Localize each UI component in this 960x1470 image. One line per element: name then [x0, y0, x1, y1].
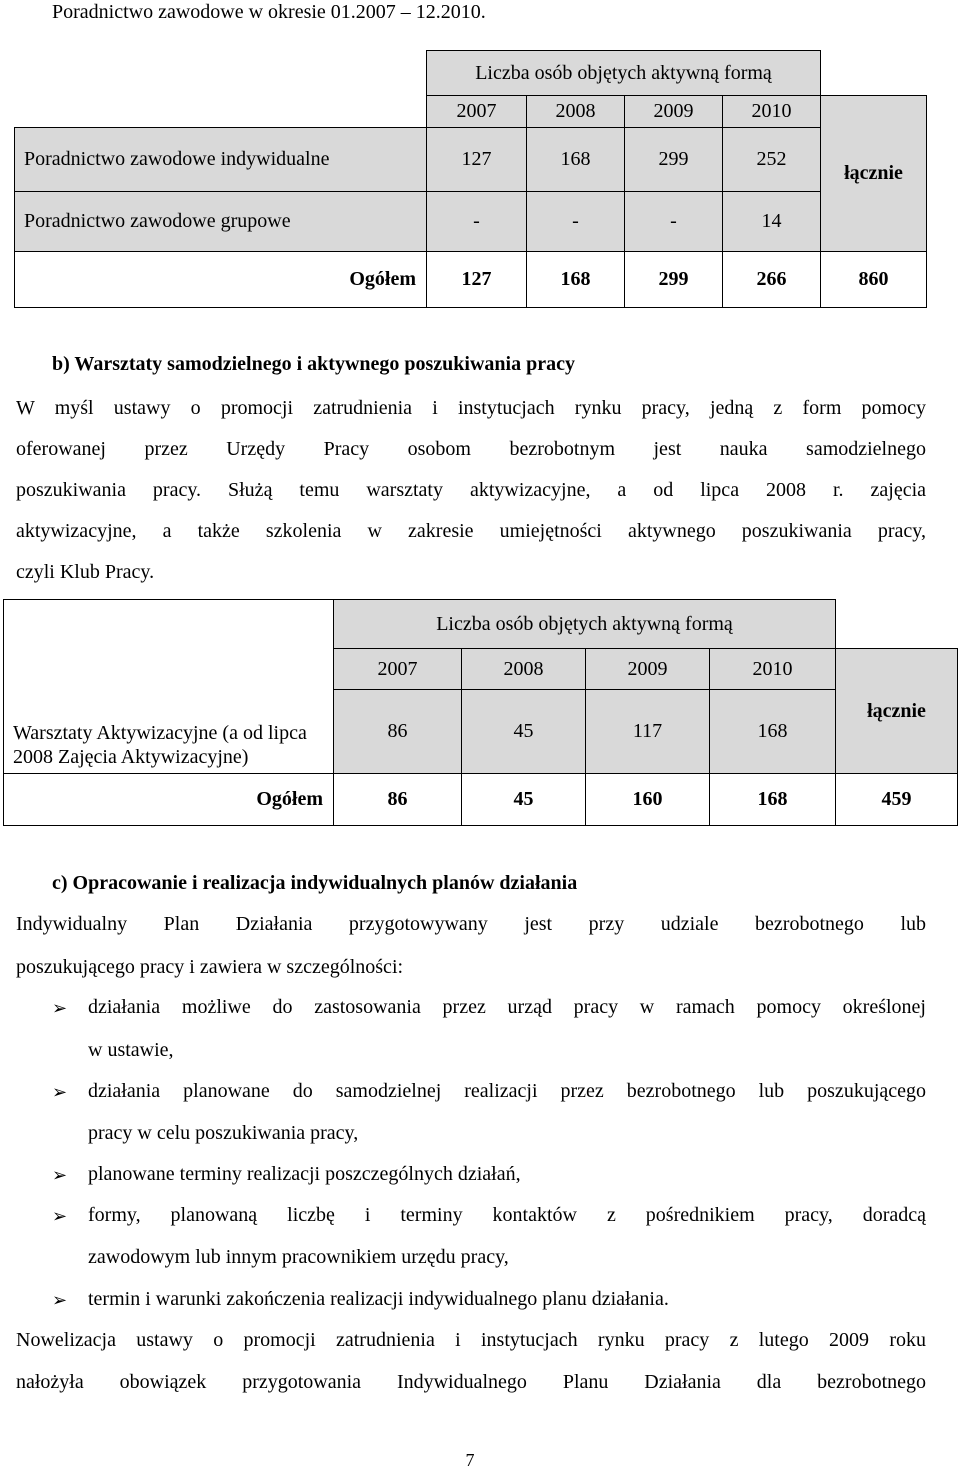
bullet-line: działania planowane do samodzielnej realizacji przez bezrobotnego lub poszukującego: [88, 1080, 926, 1102]
arrow-bullet-icon: ➢: [52, 1206, 68, 1227]
table1-year-header: 2010: [723, 96, 821, 128]
closing-line: Nowelizacja ustawy o promocji zatrudnienia i instytucjach rynku pracy z lutego 2009 roku: [16, 1329, 926, 1351]
top-line: Poradnictwo zawodowe w okresie 01.2007 – 12.2010.: [52, 1, 486, 23]
section-b-line: aktywizacyjne, a także szkolenia w zakresie umiejętności aktywnego poszukiwania pracy,: [16, 520, 926, 542]
bullet-item: [52, 1160, 521, 1188]
table2-group-header: Liczba osób objętych aktywną formą: [334, 600, 836, 649]
bullet-line: działania możliwe do zastosowania przez urząd pracy w ramach pomocy określonej: [88, 996, 926, 1018]
bullet-line: formy, planowaną liczbę i terminy kontaktów z pośrednikiem pracy, doradcą: [88, 1204, 926, 1226]
bullet-line: termin i warunki zakończenia realizacji indywidualnego planu działania.: [88, 1288, 669, 1310]
section-b-heading: b) Warsztaty samodzielnego i aktywnego poszukiwania pracy: [52, 353, 575, 375]
arrow-bullet-icon: ➢: [52, 1290, 68, 1311]
table1-cell: 168: [527, 128, 625, 192]
table2-year-header: 2010: [710, 649, 836, 690]
arrow-bullet-icon: ➢: [52, 1082, 68, 1103]
table2-grand-total: 459: [836, 774, 958, 826]
table1-total-cell: 168: [527, 252, 625, 308]
section-b-line: W myśl ustawy o promocji zatrudnienia i instytucjach rynku pracy, jedną z form pomocy: [16, 397, 926, 419]
table1-group-header: Liczba osób objętych aktywną formą: [427, 51, 821, 96]
bullet-continuation: pracy w celu poszukiwania pracy,: [88, 1122, 359, 1144]
table2-total-header: łącznie: [836, 649, 958, 774]
arrow-bullet-icon: ➢: [52, 998, 68, 1019]
table1-total-cell: 266: [723, 252, 821, 308]
bullet-item: [52, 1201, 926, 1229]
section-c-intro-line: poszukującego pracy i zawiera w szczególności:: [16, 956, 404, 978]
table1-cell: 252: [723, 128, 821, 192]
table1-cell: -: [527, 192, 625, 252]
table1-total-header: łącznie: [821, 96, 927, 252]
bullet-item: [52, 1077, 926, 1105]
counseling-table: [14, 50, 927, 308]
bullet-continuation: zawodowym lub innym pracownikiem urzędu pracy,: [88, 1246, 509, 1268]
table2-total-cell: 45: [462, 774, 586, 826]
table1-total-label: Ogółem: [15, 252, 427, 308]
bullet-continuation: w ustawie,: [88, 1039, 174, 1061]
section-b-line: oferowanej przez Urzędy Pracy osobom bezrobotnym jest nauka samodzielnego: [16, 438, 926, 460]
table2-cell: 117: [586, 690, 710, 774]
bullet-item: [52, 993, 926, 1021]
table1-row-label: Poradnictwo zawodowe grupowe: [15, 192, 427, 252]
table1-cell: -: [427, 192, 527, 252]
table2-year-header: 2008: [462, 649, 586, 690]
table1-grand-total: 860: [821, 252, 927, 308]
table2-cell: 45: [462, 690, 586, 774]
table2-year-header: 2007: [334, 649, 462, 690]
page-number: 7: [465, 1450, 475, 1470]
table2-total-cell: 168: [710, 774, 836, 826]
bullet-line: planowane terminy realizacji poszczególnych działań,: [88, 1163, 521, 1185]
table1-year-header: 2008: [527, 96, 625, 128]
table1-empty-top-right: [821, 51, 927, 96]
table1-year-header: 2009: [625, 96, 723, 128]
table2-total-cell: 86: [334, 774, 462, 826]
closing-line: nałożyła obowiązek przygotowania Indywidualnego Planu Działania dla bezrobotnego: [16, 1371, 926, 1393]
workshops-table: [3, 599, 958, 826]
section-b-line: poszukiwania pracy. Służą temu warsztaty aktywizacyjne, a od lipca 2008 r. zajęcia: [16, 479, 926, 501]
table1-year-header: 2007: [427, 96, 527, 128]
table2-empty-top-right: [836, 600, 958, 649]
table1-total-cell: 127: [427, 252, 527, 308]
arrow-bullet-icon: ➢: [52, 1165, 68, 1186]
table1-cell: 299: [625, 128, 723, 192]
section-b-line: czyli Klub Pracy.: [16, 561, 155, 583]
table2-cell: 86: [334, 690, 462, 774]
table1-cell: 14: [723, 192, 821, 252]
table1-total-cell: 299: [625, 252, 723, 308]
table2-year-header: 2009: [586, 649, 710, 690]
section-c-heading: c) Opracowanie i realizacja indywidualnych planów działania: [52, 872, 578, 894]
bullet-item: [52, 1285, 669, 1313]
table1-cell: 127: [427, 128, 527, 192]
table2-row-label: Warsztaty Aktywizacyjne (a od lipca 2008 Zajęcia Aktywizacyjne): [4, 600, 334, 774]
table1-cell: -: [625, 192, 723, 252]
table1-row-label: Poradnictwo zawodowe indywidualne: [15, 128, 427, 192]
table2-cell: 168: [710, 690, 836, 774]
table1-empty-corner: [15, 51, 427, 128]
table2-total-label: Ogółem: [4, 774, 334, 826]
table2-total-cell: 160: [586, 774, 710, 826]
section-c-intro-line: Indywidualny Plan Działania przygotowywany jest przy udziale bezrobotnego lub: [16, 913, 926, 935]
